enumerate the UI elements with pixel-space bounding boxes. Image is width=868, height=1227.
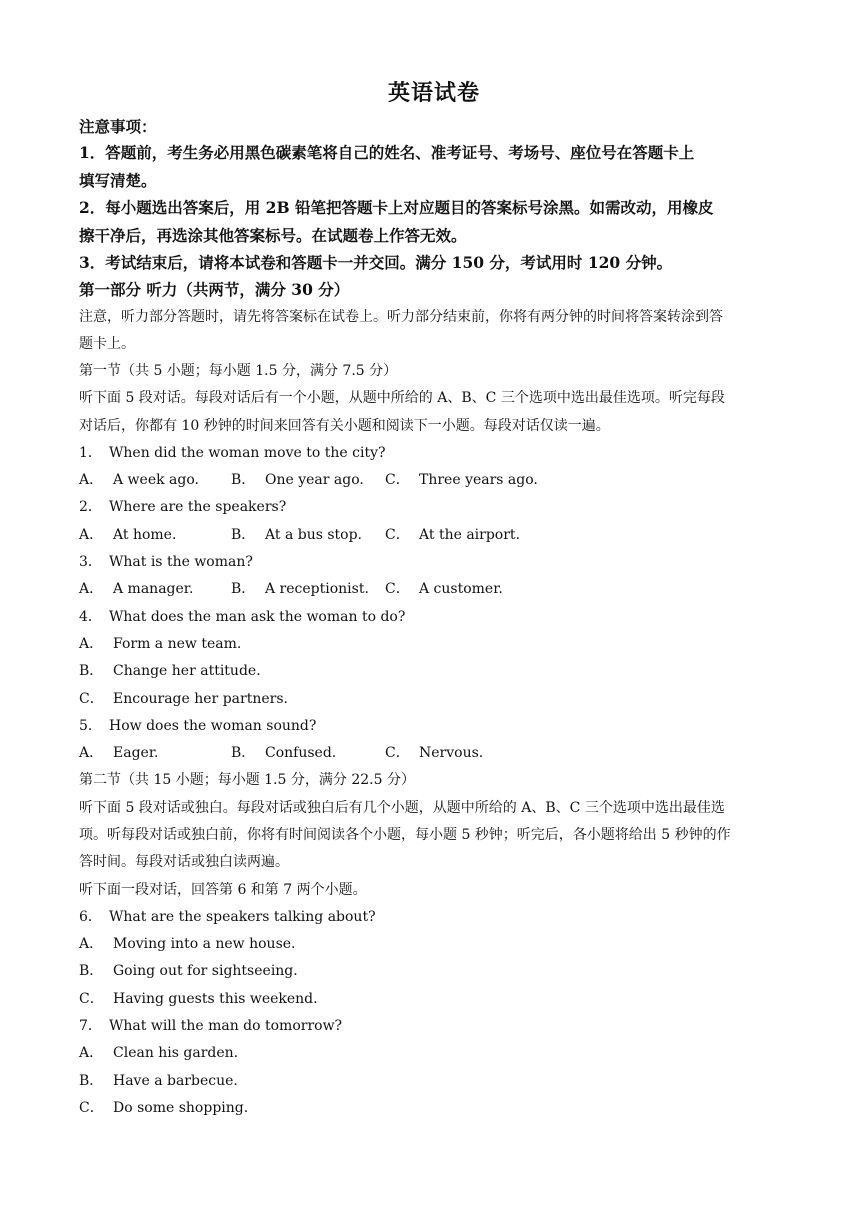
- question-text: What are the speakers talking about?: [109, 909, 376, 925]
- part1-intro: 注意，听力部分答题时，请先将答案标在试卷上。听力部分结束前，你将有两分钟的时间将答案转涂到答: [79, 309, 723, 325]
- part1-intro: 题卡上。: [79, 336, 135, 352]
- option-c: C． Three years ago.: [385, 472, 538, 488]
- option-a: A． A week ago.: [79, 472, 199, 488]
- option-a: A． Clean his garden.: [79, 1045, 239, 1061]
- option-b: B． Have a barbecue.: [79, 1073, 238, 1089]
- page-title: 英语试卷: [387, 80, 480, 106]
- question-number: 3．: [79, 554, 102, 570]
- question-text: How does the woman sound?: [109, 718, 317, 734]
- question-number: 7．: [79, 1018, 102, 1034]
- option-a: A． Eager.: [79, 745, 159, 761]
- notice-line: 擦干净后，再选涂其他答案标号。在试题卷上作答无效。: [79, 226, 467, 245]
- question-3: [79, 553, 253, 571]
- option-b: B． Confused.: [231, 745, 337, 761]
- dialog-note: 听下面一段对话，回答第 6 和第 7 两个小题。: [79, 882, 367, 898]
- question-1: [79, 444, 385, 462]
- question-7: [79, 1017, 342, 1035]
- question-number: 6．: [79, 909, 102, 925]
- question-number: 2．: [79, 499, 102, 515]
- section1-intro: 对话后，你都有 10 秒钟的时间来回答有关小题和阅读下一小题。每段对话仅读一遍。: [79, 418, 610, 434]
- question-text: What will the man do tomorrow?: [109, 1018, 343, 1034]
- option-a: A． A manager.: [79, 581, 194, 597]
- option-a: A． Form a new team.: [79, 636, 242, 652]
- section1-intro: 听下面 5 段对话。每段对话后有一个小题，从题中所给的 A、B、C 三个选项中选出最佳选项。听完每段: [79, 390, 725, 406]
- option-c: C． A customer.: [385, 581, 503, 597]
- part1-heading: 第一部分 听力（共两节，满分 30 分）: [79, 280, 350, 299]
- option-c: C． Do some shopping.: [79, 1100, 249, 1116]
- notice-heading: 注意事项：: [79, 117, 157, 136]
- question-text: What does the man ask the woman to do?: [109, 609, 406, 625]
- option-c: C． Having guests this weekend.: [79, 991, 318, 1007]
- question-number: 1．: [79, 445, 102, 461]
- question-text: Where are the speakers?: [109, 499, 287, 515]
- question-text: What is the woman?: [109, 554, 253, 570]
- option-c: C． Encourage her partners.: [79, 691, 288, 707]
- option-b: B． Change her attitude.: [79, 663, 261, 679]
- notice-line: 2．每小题选出答案后，用 2B 铅笔把答题卡上对应题目的答案标号涂黑。如需改动，用橡皮: [79, 198, 714, 217]
- section2-intro: 答时间。每段对话或独白读两遍。: [79, 854, 289, 870]
- option-b: B． Going out for sightseeing.: [79, 963, 298, 979]
- question-4: [79, 608, 405, 626]
- notice-line: 填写清楚。: [79, 171, 157, 190]
- option-c: C． Nervous.: [385, 745, 484, 761]
- question-text: When did the woman move to the city?: [109, 445, 386, 461]
- question-6: [79, 908, 376, 926]
- option-b: B． A receptionist.: [231, 581, 369, 597]
- section2-heading: 第二节（共 15 小题；每小题 1.5 分，满分 22.5 分）: [79, 772, 415, 788]
- question-number: 4．: [79, 609, 102, 625]
- section2-intro: 项。听每段对话或独白前，你将有时间阅读各个小题，每小题 5 秒钟；听完后，各小题将给出 5 秒钟的作: [79, 827, 731, 843]
- option-a: A． At home.: [79, 527, 177, 543]
- option-b: B． One year ago.: [231, 472, 364, 488]
- question-number: 5．: [79, 718, 102, 734]
- question-5: [79, 717, 316, 735]
- notice-line: 3．考试结束后，请将本试卷和答题卡一并交回。满分 150 分，考试用时 120 分钟。: [79, 253, 673, 272]
- question-2: [79, 498, 286, 516]
- section1-heading: 第一节（共 5 小题；每小题 1.5 分，满分 7.5 分）: [79, 363, 398, 379]
- option-b: B． At a bus stop.: [231, 527, 363, 543]
- option-a: A． Moving into a new house.: [79, 936, 296, 952]
- section2-intro: 听下面 5 段对话或独白。每段对话或独白后有几个小题，从题中所给的 A、B、C 三个选项中选出最佳选: [79, 800, 725, 816]
- option-c: C． At the airport.: [385, 527, 520, 543]
- notice-line: 1．答题前，考生务必用黑色碳素笔将自己的姓名、准考证号、考场号、座位号在答题卡上: [79, 143, 695, 162]
